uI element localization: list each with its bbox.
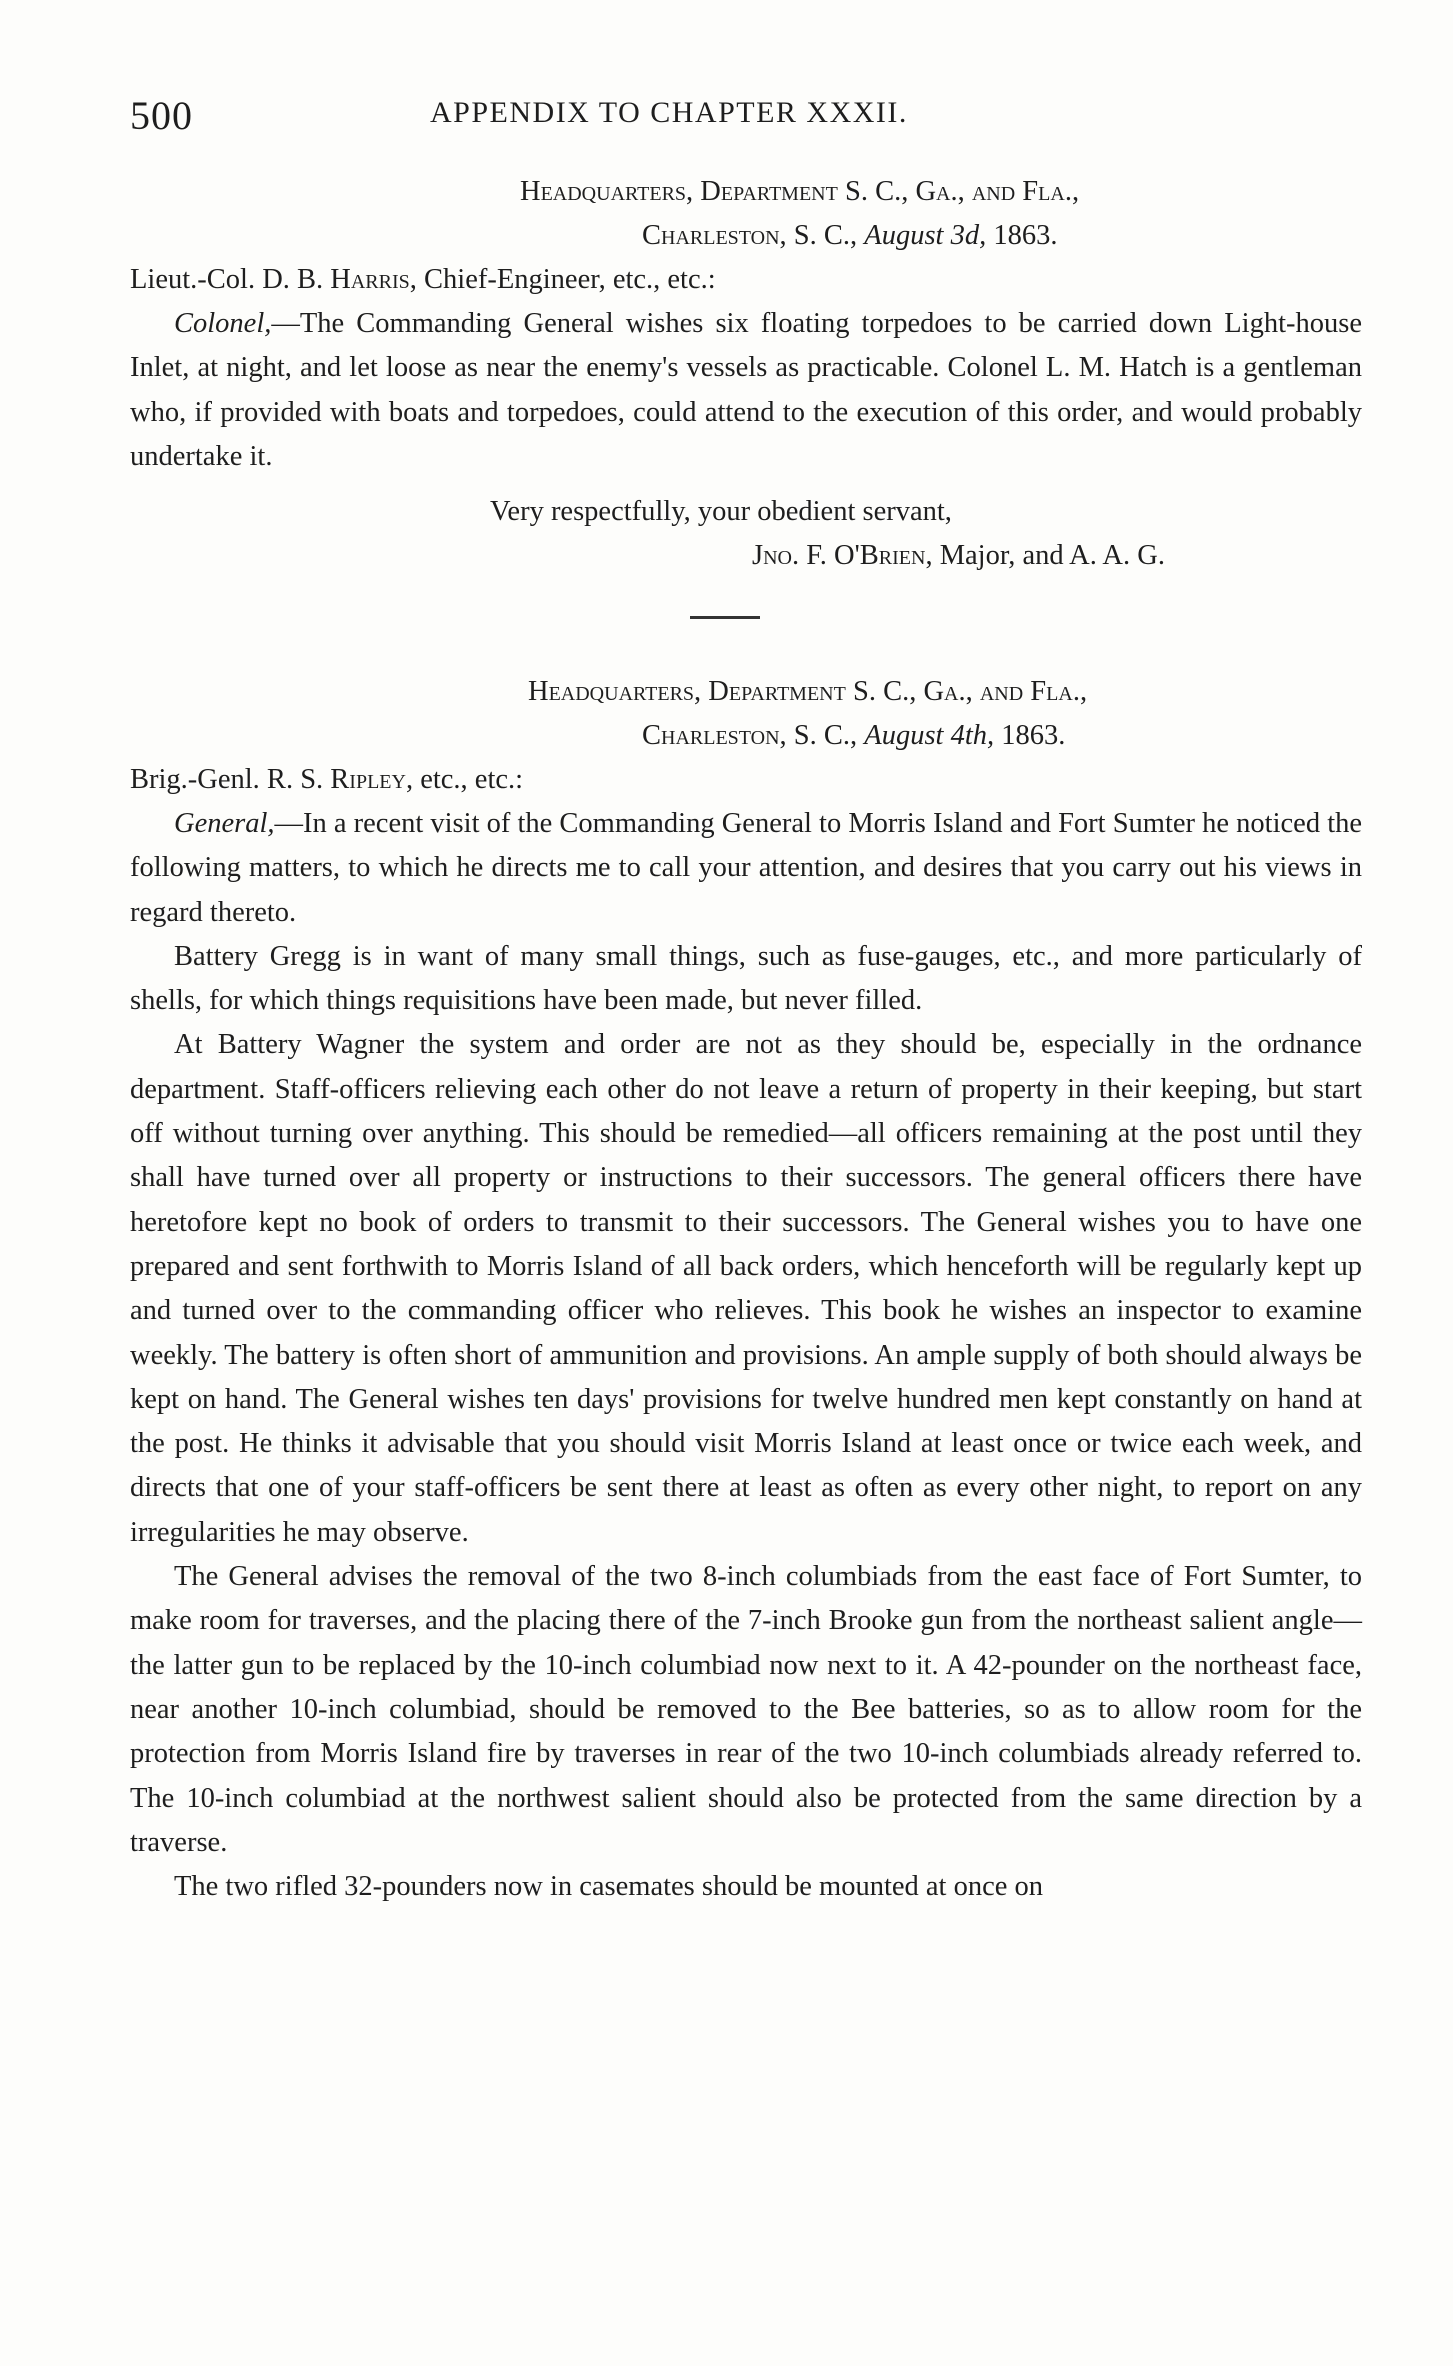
letter1-heading: Headquarters, Department S. C., Ga., and Fla., [520,176,1080,207]
letter2-body [130,802,1362,1909]
letter2-paragraph-2: Battery Gregg is in want of many small things, such as fuse-gauges, etc., and more particularly of shells, for which things requisitions have been made, but never filled. [130,940,1362,1017]
page-number: 500 [130,93,193,138]
letter2-addressee-name: Ripley [330,764,406,795]
letter1-signature-prefix: Jno. F. [752,540,835,571]
letter1-body-text: —The Commanding General wishes six floating torpedoes to be carried down Light-house Inlet, at night, and let loose as near the enemy's vessels as practicable. Colonel L. M. Hatch is a gentleman who, if provided with boats and torpedoes, could attend to the execution of this order, and would probably undertake it. [130,308,1362,472]
letter2-intro-text: —In a recent visit of the Commanding General to Morris Island and Fort Sumter he noticed the following matters, to which he directs me to call your attention, and desires that you carry out his views in regard thereto. [130,808,1363,928]
letter2-dateline [642,714,1065,758]
letter1-addressee-name: Harris [330,264,410,295]
letter1-place: Charleston, S. C., [642,220,865,251]
letter1-addressee-prefix: Lieut.-Col. D. B. [130,264,331,295]
letter2-place: Charleston, S. C., [642,720,865,751]
letter2-year: 1863. [994,720,1066,751]
letter1-signature-name: O'Brien [834,540,926,571]
letter2-salutation: General, [174,808,275,839]
letter1-closing: Very respectfully, your obedient servant, [490,496,952,527]
letter2-addressee-prefix: Brig.-Genl. R. S. [130,764,331,795]
letter1-year: 1863. [986,220,1058,251]
letter1-dateline [642,214,1057,258]
running-head [130,92,1393,142]
letter2-intro [130,802,1362,935]
letter1-salutation: Colonel, [174,308,272,339]
letter1-addressee-suffix: , Chief-Engineer, etc., etc.: [409,264,716,295]
letter2-date: August 4th, [864,720,995,751]
letter2-paragraph-4: The General advises the removal of the two 8-inch columbiads from the east face of Fort Sumter, to make room for traverses, and the placing there of the 7-inch Brooke gun from the northeast salient angle—the latter gun to be replaced by the 10-inch columbiad now next to it. A 42-pounder on the northeast face, near another 10-inch columbiad, should be removed to the Bee batteries, so as to allow room for the protection from Morris Island fire by traverses in rear of the two 10-inch columbiads already referred to. The 10-inch columbiad at the northwest salient should also be protected from the same direction by a traverse. [130,1561,1362,1858]
letter2-paragraph-3: At Battery Wagner the system and order are not as they should be, especially in the ordnance department. Staff-officers relieving each other do not leave a return of property in their keeping, but start off without turning over anything. This should be remedied—all officers remaining at the post until they shall have turned over all property or instructions to their successors. The general officers there have heretofore kept no book of orders to transmit to their successors. The General wishes you to have one prepared and sent forthwith to Morris Island of all back orders, which henceforth will be regularly kept up and turned over to the commanding officer who relieves. This book he wishes an inspector to examine weekly. The battery is often short of ammunition and provisions. An ample supply of both should always be kept on hand. The General wishes ten days' provisions for twelve hundred men kept constantly on hand at the post. He thinks it advisable that you should visit Morris Island at least once or twice each week, and directs that one of your staff-officers be sent there at least as often as every other night, to report on any irregularities he may observe. [130,1029,1362,1548]
letter2-heading: Headquarters, Department S. C., Ga., and Fla., [528,676,1088,707]
letter1-signature-suffix: , Major, and A. A. G. [925,540,1165,571]
letter1-date: August 3d, [864,220,987,251]
letter1-signature [752,534,1165,578]
letter2-paragraph-5: The two rifled 32-pounders now in casemates should be mounted at once on [174,1871,1044,1903]
letter2-addressee-suffix: , etc., etc.: [405,764,524,795]
letter2-addressee [130,758,523,802]
letter1-addressee [130,258,716,302]
running-title: APPENDIX TO CHAPTER XXXII. [430,96,908,129]
section-divider [690,616,760,619]
